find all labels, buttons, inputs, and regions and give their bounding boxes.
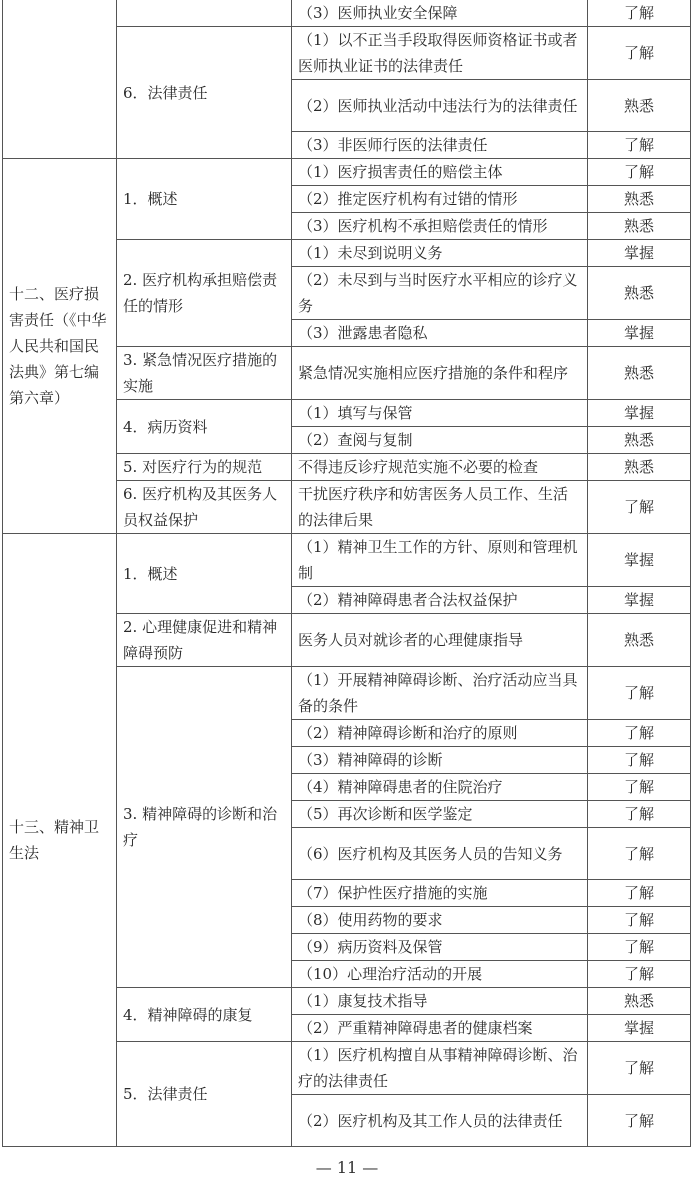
requirement-cell: 掌握 <box>588 400 691 427</box>
requirement-cell: 掌握 <box>588 534 691 587</box>
topic-cell: 4．精神障碍的康复 <box>117 988 292 1042</box>
requirement-cell: 了解 <box>588 132 691 159</box>
requirement-cell: 了解 <box>588 667 691 720</box>
requirement-cell: 了解 <box>588 0 691 27</box>
requirement-cell: 了解 <box>588 1042 691 1095</box>
topic-cell: 3. 紧急情况医疗措施的实施 <box>117 347 292 400</box>
requirement-cell: 了解 <box>588 159 691 186</box>
item-cell: （6）医疗机构及其医务人员的告知义务 <box>292 828 588 880</box>
item-cell: （3）非医师行医的法律责任 <box>292 132 588 159</box>
requirement-cell: 了解 <box>588 801 691 828</box>
requirement-cell: 了解 <box>588 27 691 80</box>
requirement-cell: 掌握 <box>588 1015 691 1042</box>
item-cell: （1）医疗机构擅自从事精神障碍诊断、治疗的法律责任 <box>292 1042 588 1095</box>
item-cell: 干扰医疗秩序和妨害医务人员工作、生活的法律后果 <box>292 481 588 534</box>
requirement-cell: 了解 <box>588 481 691 534</box>
table-row <box>3 534 691 587</box>
unit-cell <box>3 0 117 159</box>
requirement-cell: 了解 <box>588 828 691 880</box>
item-cell: （2）查阅与复制 <box>292 427 588 454</box>
item-cell: （1）开展精神障碍诊断、治疗活动应当具备的条件 <box>292 667 588 720</box>
item-cell: （1）康复技术指导 <box>292 988 588 1015</box>
item-cell: （3）医疗机构不承担赔偿责任的情形 <box>292 213 588 240</box>
topic-cell: 1．概述 <box>117 159 292 240</box>
item-cell: 医务人员对就诊者的心理健康指导 <box>292 614 588 667</box>
page-number: — 11 — <box>315 1158 379 1177</box>
requirement-cell: 了解 <box>588 1095 691 1147</box>
requirement-cell: 熟悉 <box>588 186 691 213</box>
item-cell: （1）精神卫生工作的方针、原则和管理机制 <box>292 534 588 587</box>
item-cell: （2）未尽到与当时医疗水平相应的诊疗义务 <box>292 267 588 320</box>
topic-cell: 6．法律责任 <box>117 27 292 159</box>
topic-cell: 3. 精神障碍的诊断和治疗 <box>117 667 292 988</box>
item-cell: （8）使用药物的要求 <box>292 907 588 934</box>
requirement-cell: 熟悉 <box>588 454 691 481</box>
item-cell: （3）医师执业安全保障 <box>292 0 588 27</box>
requirement-cell: 掌握 <box>588 587 691 614</box>
item-cell: （3）精神障碍的诊断 <box>292 747 588 774</box>
topic-cell: 1．概述 <box>117 534 292 614</box>
item-cell: （1）未尽到说明义务 <box>292 240 588 267</box>
item-cell: （7）保护性医疗措施的实施 <box>292 880 588 907</box>
item-cell: （2）医疗机构及其工作人员的法律责任 <box>292 1095 588 1147</box>
item-cell: （2）医师执业活动中违法行为的法律责任 <box>292 80 588 132</box>
requirement-cell: 了解 <box>588 774 691 801</box>
requirement-cell: 掌握 <box>588 320 691 347</box>
requirement-cell: 熟悉 <box>588 267 691 320</box>
item-cell: （9）病历资料及保管 <box>292 934 588 961</box>
requirement-cell: 熟悉 <box>588 347 691 400</box>
item-cell: （1）填写与保管 <box>292 400 588 427</box>
topic-cell: 2. 医疗机构承担赔偿责任的情形 <box>117 240 292 347</box>
item-cell: （1）以不正当手段取得医师资格证书或者医师执业证书的法律责任 <box>292 27 588 80</box>
requirement-cell: 了解 <box>588 720 691 747</box>
item-cell: （2）精神障碍患者合法权益保护 <box>292 587 588 614</box>
table-row <box>3 159 691 186</box>
unit-cell: 十二、医疗损害责任（《中华人民共和国民法典》第七编第六章） <box>3 159 117 534</box>
requirement-cell: 熟悉 <box>588 80 691 132</box>
requirement-cell: 了解 <box>588 961 691 988</box>
requirement-cell: 熟悉 <box>588 427 691 454</box>
topic-cell: 5. 对医疗行为的规范 <box>117 454 292 481</box>
item-cell: （1）医疗损害责任的赔偿主体 <box>292 159 588 186</box>
item-cell: （5）再次诊断和医学鉴定 <box>292 801 588 828</box>
topic-cell: 2. 心理健康促进和精神障碍预防 <box>117 614 292 667</box>
item-cell: （2）推定医疗机构有过错的情形 <box>292 186 588 213</box>
table-row <box>3 0 691 27</box>
item-cell: （4）精神障碍患者的住院治疗 <box>292 774 588 801</box>
requirement-cell: 了解 <box>588 880 691 907</box>
requirement-cell: 了解 <box>588 747 691 774</box>
item-cell: （3）泄露患者隐私 <box>292 320 588 347</box>
requirement-cell: 了解 <box>588 907 691 934</box>
topic-cell: 4．病历资料 <box>117 400 292 454</box>
item-cell: （2）精神障碍诊断和治疗的原则 <box>292 720 588 747</box>
item-cell: （10）心理治疗活动的开展 <box>292 961 588 988</box>
syllabus-table <box>2 0 691 1147</box>
requirement-cell: 掌握 <box>588 240 691 267</box>
requirement-cell: 熟悉 <box>588 213 691 240</box>
topic-cell: 5．法律责任 <box>117 1042 292 1147</box>
requirement-cell: 了解 <box>588 934 691 961</box>
requirement-cell: 熟悉 <box>588 988 691 1015</box>
unit-cell: 十三、精神卫生法 <box>3 534 117 1147</box>
topic-cell <box>117 0 292 27</box>
item-cell: 紧急情况实施相应医疗措施的条件和程序 <box>292 347 588 400</box>
item-cell: 不得违反诊疗规范实施不必要的检查 <box>292 454 588 481</box>
item-cell: （2）严重精神障碍患者的健康档案 <box>292 1015 588 1042</box>
topic-cell: 6. 医疗机构及其医务人员权益保护 <box>117 481 292 534</box>
requirement-cell: 熟悉 <box>588 614 691 667</box>
